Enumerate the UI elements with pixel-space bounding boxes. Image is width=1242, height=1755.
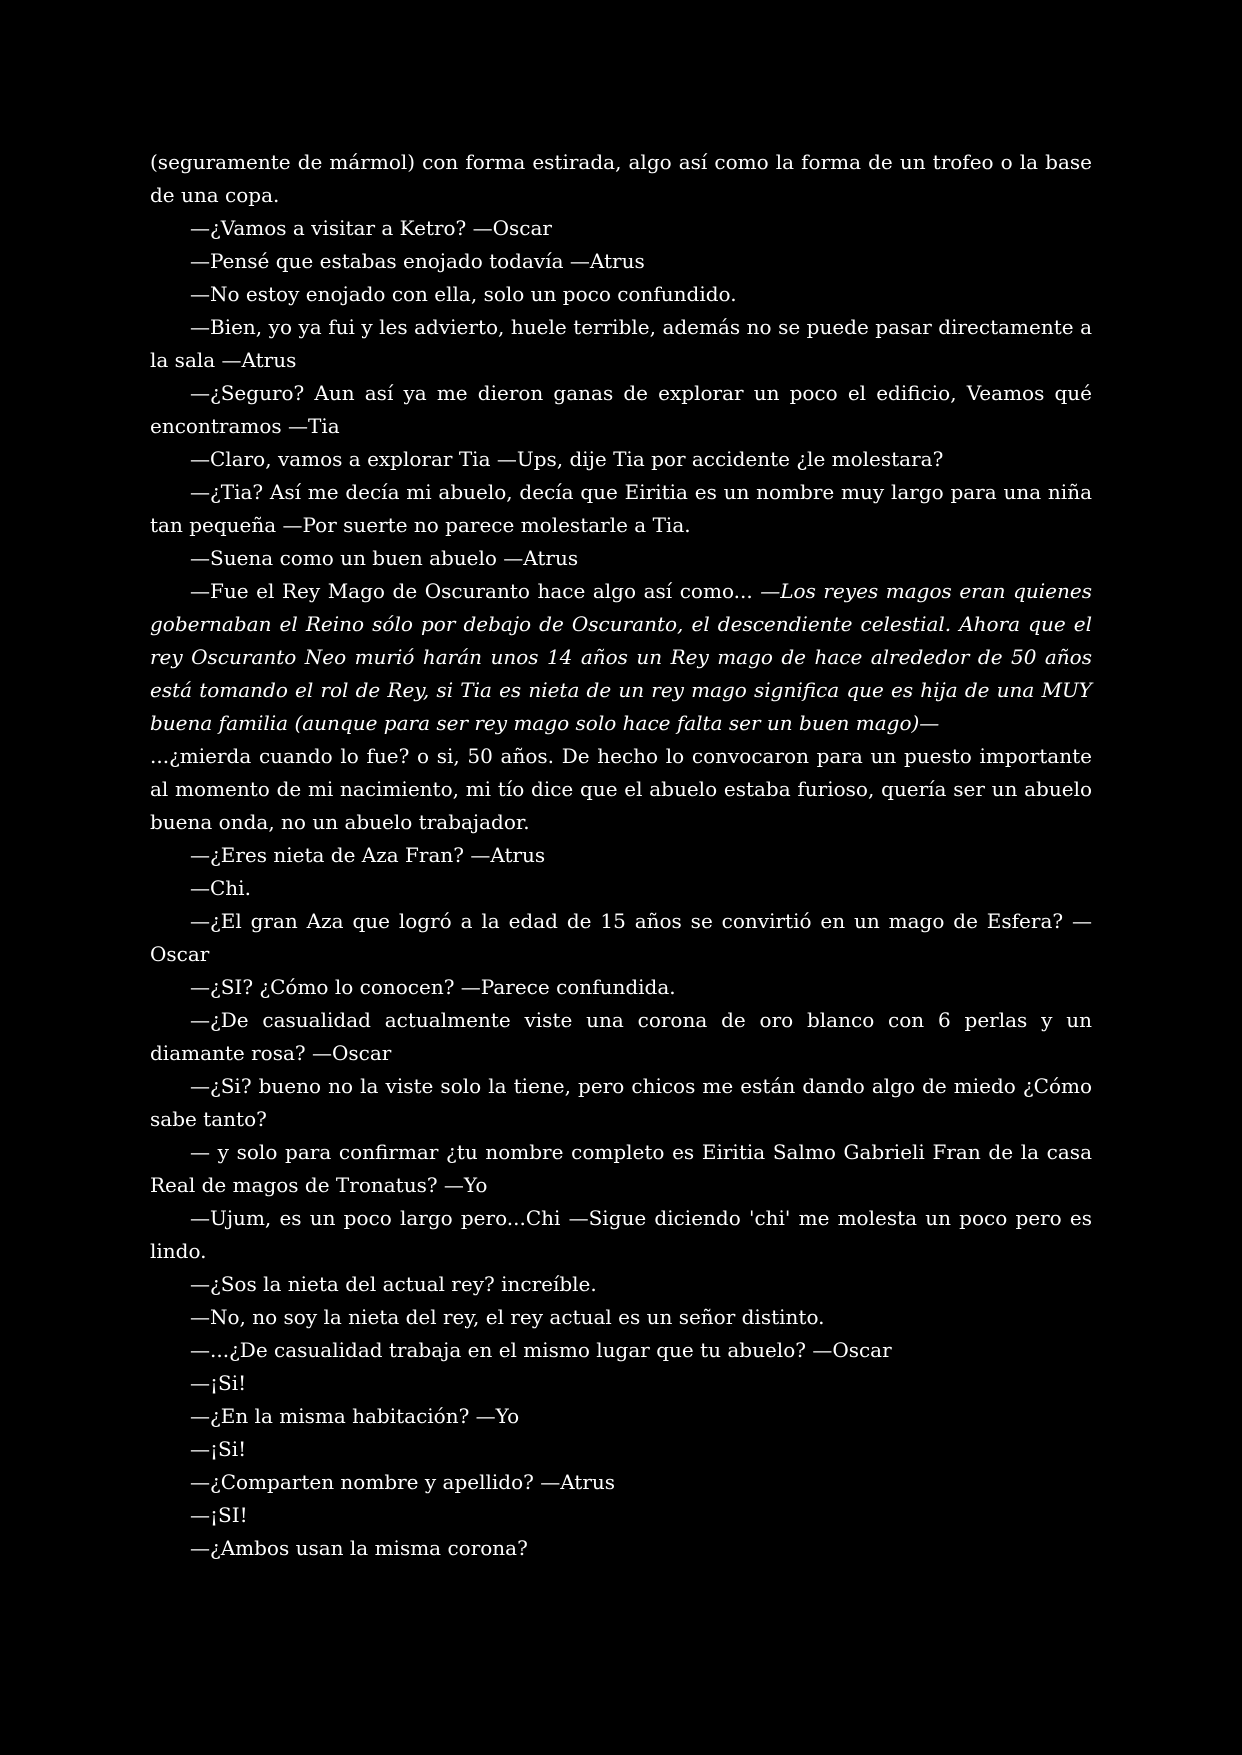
paragraph: —¡Si! [190, 1437, 247, 1461]
paragraph: —¿Sos la nieta del actual rey? increíble. [190, 1272, 597, 1296]
paragraph: —¿De casualidad actualmente viste una corona de oro blanco con 6 perlas y un diamante rosa? —Oscar [150, 1008, 1092, 1065]
paragraph: —¿El gran Aza que logró a la edad de 15 años se convirtió en un mago de Esfera? —Oscar [150, 909, 1092, 966]
paragraph-mixed [150, 575, 1092, 740]
paragraph: —¿SI? ¿Cómo lo conocen? —Parece confundida. [190, 975, 676, 999]
paragraph: —Chi. [190, 876, 251, 900]
paragraph: —¿Tia? Así me decía mi abuelo, decía que Eiritia es un nombre muy largo para una niña tan pequeña —Por suerte no parece molestarle a Tia. [150, 480, 1092, 537]
paragraph: ...¿mierda cuando lo fue? o si, 50 años. De hecho lo convocaron para un puesto importante al momento de mi nacimiento, mi tío dice que el abuelo estaba furioso, quería ser un abuelo buena onda, no un abuelo trabajador. [150, 744, 1092, 834]
paragraph: —Claro, vamos a explorar Tia —Ups, dije Tia por accidente ¿le molestara? [190, 447, 944, 471]
paragraph: —¿Ambos usan la misma corona? [190, 1536, 528, 1560]
paragraph-italic-part: —Los reyes magos eran quienes gobernaban el Reino sólo por debajo de Oscuranto, el descendiente celestial. Ahora que el rey Oscuranto Neo murió harán unos 14 años un Rey mago de hace alrededor de 50 años está tomando el rol de Rey, si Tia es nieta de un rey mago significa que es hija de una MUY buena familia (aunque para ser rey mago solo hace falta ser un buen mago)— [150, 579, 1092, 735]
paragraph: —¿Si? bueno no la viste solo la tiene, pero chicos me están dando algo de miedo ¿Cómo sabe tanto? [150, 1074, 1092, 1131]
paragraph: —¿Eres nieta de Aza Fran? —Atrus [190, 843, 546, 867]
paragraph: —Ujum, es un poco largo pero...Chi —Sigue diciendo 'chi' me molesta un poco pero es lindo. [150, 1206, 1092, 1263]
paragraph: —Pensé que estabas enojado todavía —Atrus [190, 249, 645, 273]
document-page [150, 146, 1092, 1565]
paragraph: —¡Si! [190, 1371, 247, 1395]
paragraph-roman-part: —Fue el Rey Mago de Oscuranto hace algo así como... [190, 579, 761, 603]
paragraph: — y solo para confirmar ¿tu nombre completo es Eiritia Salmo Gabrieli Fran de la casa Real de magos de Tronatus? —Yo [150, 1140, 1092, 1197]
paragraph: —Bien, yo ya fui y les advierto, huele terrible, además no se puede pasar directamente a la sala —Atrus [150, 315, 1092, 372]
paragraph: —¿Vamos a visitar a Ketro? —Oscar [190, 216, 552, 240]
paragraph: —Suena como un buen abuelo —Atrus [190, 546, 579, 570]
paragraph: —No estoy enojado con ella, solo un poco confundido. [190, 282, 737, 306]
paragraph: —¡SI! [190, 1503, 248, 1527]
paragraph: —...¿De casualidad trabaja en el mismo lugar que tu abuelo? —Oscar [190, 1338, 892, 1362]
paragraph: (seguramente de mármol) con forma estirada, algo así como la forma de un trofeo o la base de una copa. [150, 150, 1092, 207]
paragraph: —No, no soy la nieta del rey, el rey actual es un señor distinto. [190, 1305, 825, 1329]
paragraph: —¿Seguro? Aun así ya me dieron ganas de explorar un poco el edificio, Veamos qué encontramos —Tia [150, 381, 1092, 438]
paragraph: —¿En la misma habitación? —Yo [190, 1404, 520, 1428]
paragraph: —¿Comparten nombre y apellido? —Atrus [190, 1470, 616, 1494]
